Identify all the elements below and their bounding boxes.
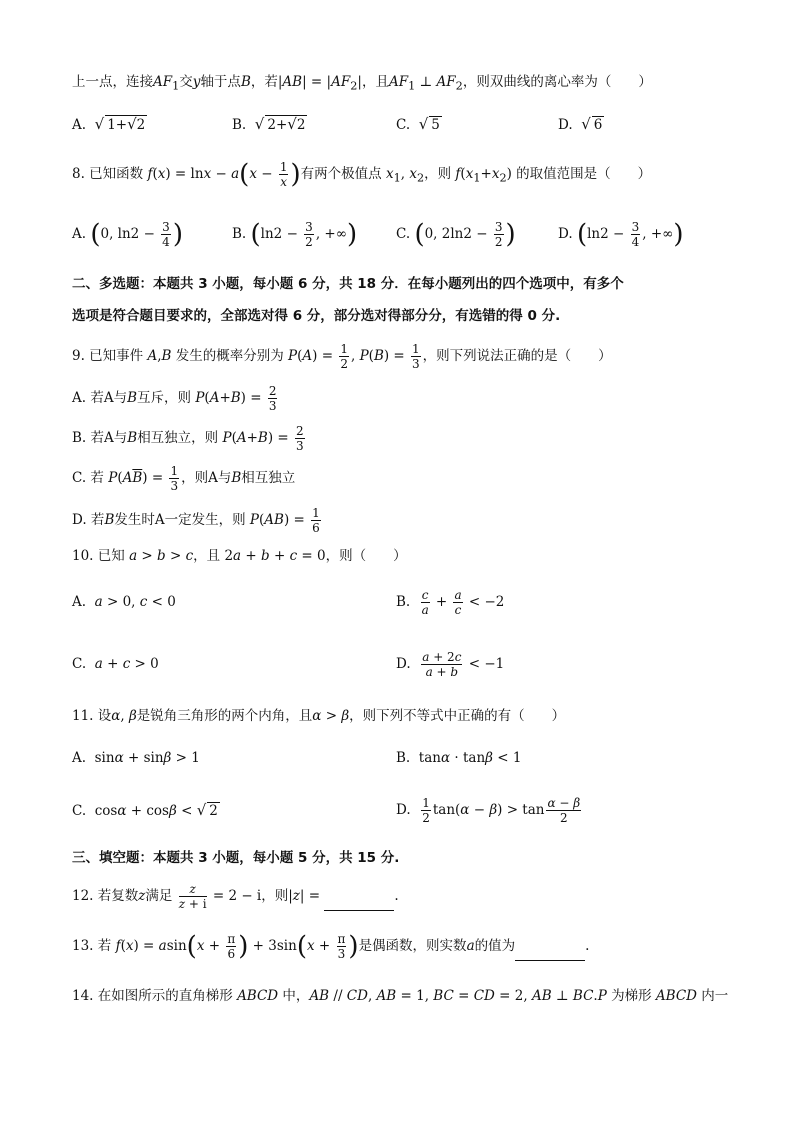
q12-stem: 12. 若复数z满足 $\frac{z}{z + i}$ = 2 − i，则|z| = . (72, 882, 399, 911)
q11-option-c: C. cosα + cosβ < √ 2 (72, 801, 218, 819)
q8-option-b: B. (ln2 − $\frac{3}{2}$ , +∞) (232, 219, 358, 250)
q9-option-b: B. 若A与B相互独立，则 P(A+B) = $\frac{2}{3}$ (72, 424, 304, 453)
q11-stem: 11. 设α, β是锐角三角形的两个内角，且α > β，则下列不等式中正确的有（ ） (72, 708, 566, 724)
q13-stem: 13. 若 f(x) = asin(x + $\frac{\pi}{6}$ ) + 3sin(x + $\frac{\pi}{3}$ )是偶函数，则实数a的值为 . (72, 931, 590, 962)
q12-answer-blank[interactable] (324, 896, 394, 911)
q10-option-a: A. a > 0, c < 0 (72, 594, 176, 610)
q7-option-b: B. √ 2+√2 (232, 115, 306, 133)
q10-stem: 10. 已知 a > b > c，且 2a + b + c = 0，则（ ） (72, 548, 407, 564)
q9-option-c: C. 若 $P(A\overline{B})$ = $\frac{1}{3}$ ，则A与B相互独立 (72, 464, 296, 493)
q7-stem: 上一点，连接$AF_1$交y轴于点B，若$|AB| = |AF_2|$，且$AF_1$ ⊥ $AF_2$，则双曲线的离心率为（ ） (72, 74, 652, 93)
q11-option-b: B. tanα · tanβ < 1 (396, 750, 522, 766)
q10-option-b: B. $\frac{c}{a}$ + $\frac{a}{c}$ < −2 (396, 588, 505, 617)
q10-option-c: C. a + c > 0 (72, 656, 159, 672)
section3-heading: 三、填空题：本题共 3 小题，每小题 5 分，共 15 分. (72, 850, 400, 866)
q13-answer-blank[interactable] (515, 946, 585, 961)
q9-option-d: D. 若B发生时A一定发生，则 P(AB) = $\frac{1}{6}$ (72, 506, 320, 535)
q7-option-c: C. √ 5 (396, 115, 440, 133)
section2-heading-line2: 选项是符合题目要求的，全部选对得 6 分，部分选对得部分分，有选错的得 0 分. (72, 308, 561, 324)
q9-option-a: A. 若A与B互斥，则 P(A+B) = $\frac{2}{3}$ (72, 384, 277, 413)
q11-option-d: D. $\frac{1}{2}$ tan(α − β) > tan $\frac{\alpha - \beta}{2}$ (396, 796, 581, 825)
q11-option-a: A. sinα + sinβ > 1 (72, 750, 200, 766)
q7-option-a: A. √ 1+√2 (72, 115, 146, 133)
q14-stem: 14. 在如图所示的直角梯形 ABCD 中，AB // CD, AB = 1, BC = CD = 2, AB ⊥ BC.P 为梯形 ABCD 内一 (72, 988, 729, 1004)
q10-option-d: D. $\frac{a + 2c}{a + b}$ < −1 (396, 650, 505, 679)
q8-option-c: C. (0, 2ln2 − $\frac{3}{2}$ ) (396, 219, 516, 250)
q8-option-d: D. (ln2 − $\frac{3}{4}$ , +∞) (558, 219, 684, 250)
q8-option-a: A. (0, ln2 − $\frac{3}{4}$ ) (72, 219, 183, 250)
q7-option-d: D. √ 6 (558, 115, 603, 133)
q9-stem: 9. 已知事件 A,B 发生的概率分别为 P(A) = $\frac{1}{2}$ , P(B) = $\frac{1}{3}$ ，则下列说法正确的是（ ） (72, 342, 612, 371)
q8-stem: 8. 已知函数 f(x) = lnx − a(x − $\frac{1}{x}$ )有两个极值点 $x_1$, $x_2$，则 $f(x_1+x_2)$ 的取值范围是（ ） (72, 159, 652, 190)
section2-heading-line1: 二、多选题：本题共 3 小题，每小题 6 分，共 18 分．在每小题列出的四个选项中，有多个 (72, 276, 624, 292)
